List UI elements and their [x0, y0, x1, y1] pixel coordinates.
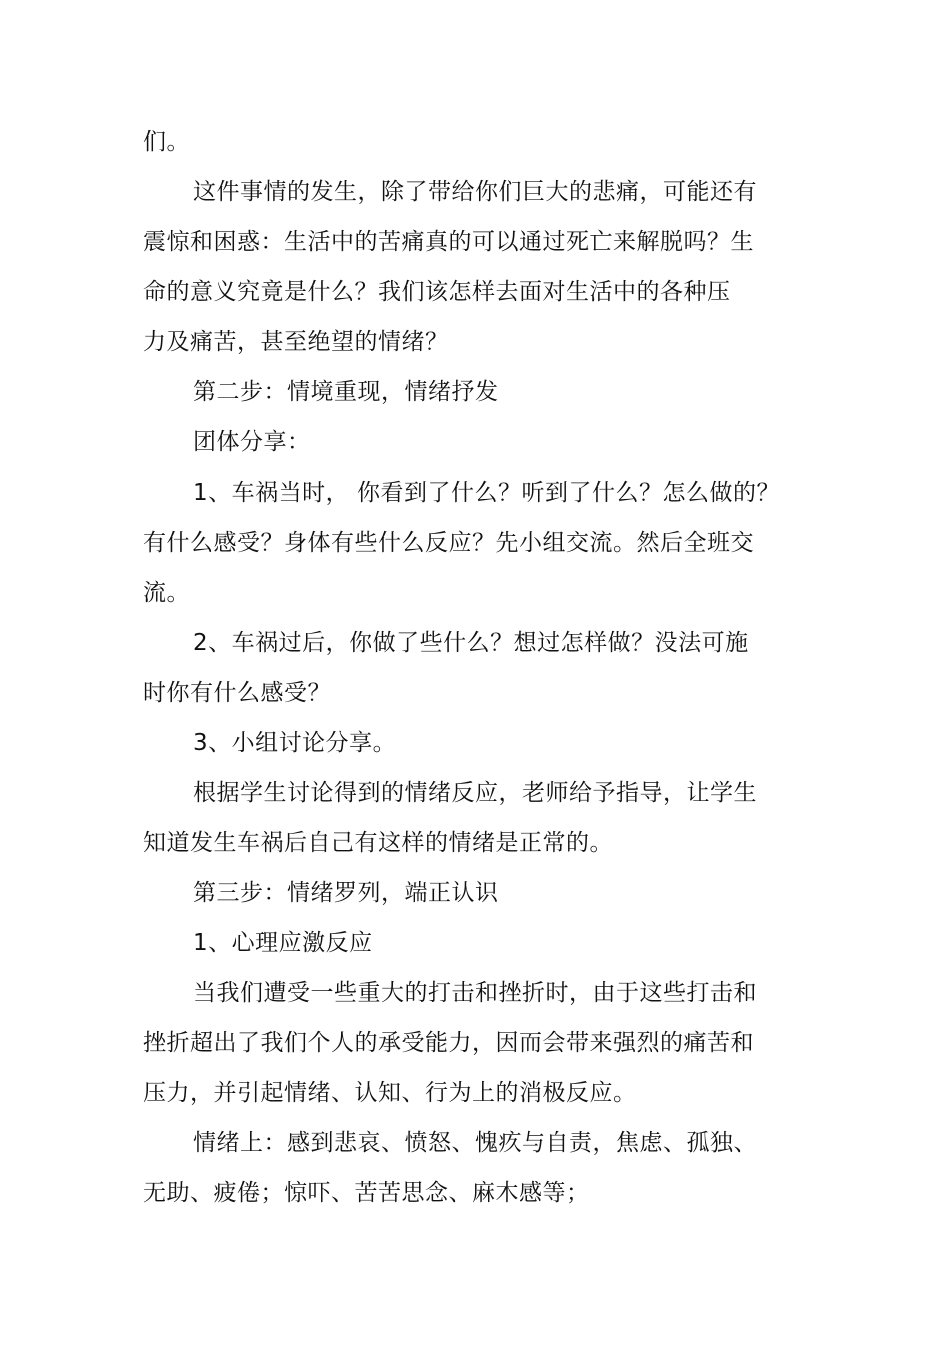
text-line: 流。: [143, 580, 190, 606]
text-line: 时你有什么感受？: [143, 680, 331, 706]
text-line: 挫折超出了我们个人的承受能力，因而会带来强烈的痛苦和: [143, 1030, 754, 1056]
section-heading: 第三步：情绪罗列，端正认识: [193, 880, 499, 906]
text-line: 知道发生车祸后自己有这样的情绪是正常的。: [143, 830, 613, 856]
text-line: 力及痛苦，甚至绝望的情绪？: [143, 329, 449, 355]
text-line: 无助、疲倦；惊吓、苦苦思念、麻木感等；: [143, 1180, 590, 1206]
text-line: 情绪上：感到悲哀、愤怒、愧疚与自责，焦虑、孤独、: [193, 1130, 757, 1156]
text-line: 有什么感受？身体有些什么反应？先小组交流。然后全班交: [143, 530, 754, 556]
text-line: 震惊和困惑：生活中的苦痛真的可以通过死亡来解脱吗？生: [143, 229, 754, 255]
text-line: 们。: [143, 129, 190, 155]
text-line: 这件事情的发生，除了带给你们巨大的悲痛，可能还有: [193, 179, 757, 205]
section-heading: 第二步：情境重现，情绪抒发: [193, 379, 499, 405]
text-line: 当我们遭受一些重大的打击和挫折时，由于这些打击和: [193, 980, 757, 1006]
text-line: 团体分享：: [193, 429, 311, 455]
list-item: 1、车祸当时， 你看到了什么？听到了什么？怎么做的？: [193, 480, 780, 506]
list-item: 1、心理应激反应: [193, 930, 373, 956]
text-line: 命的意义究竟是什么？我们该怎样去面对生活中的各种压: [143, 279, 731, 305]
list-item: 3、小组讨论分享。: [193, 730, 397, 756]
text-line: 压力，并引起情绪、认知、行为上的消极反应。: [143, 1080, 637, 1106]
list-item: 2、车祸过后，你做了些什么？想过怎样做？没法可施: [193, 630, 749, 656]
text-line: 根据学生讨论得到的情绪反应，老师给予指导，让学生: [193, 780, 757, 806]
